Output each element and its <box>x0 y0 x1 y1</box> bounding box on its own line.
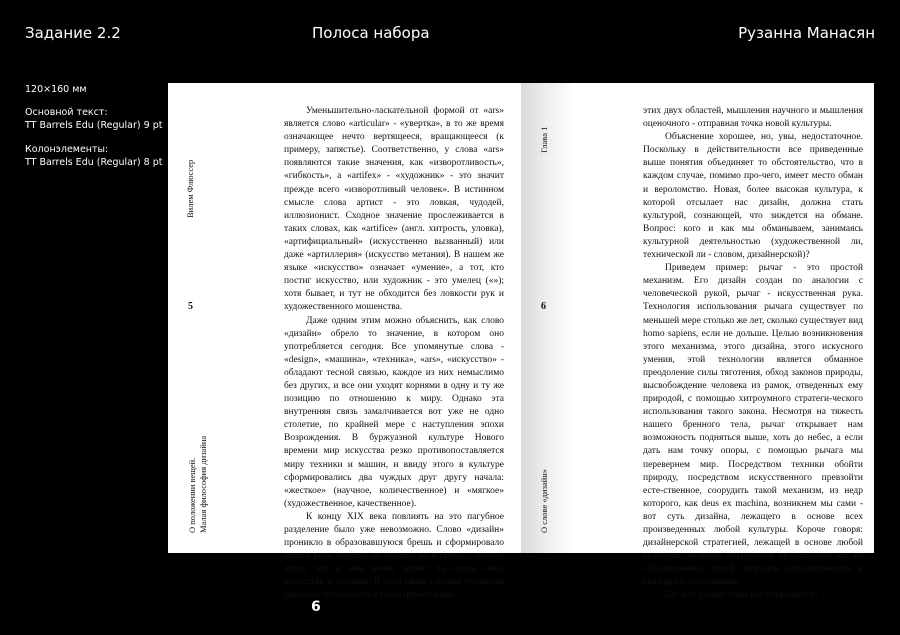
paragraph: Даже одним этим можно объяснить, как слово «дизайн» обрело то значение, в котором оно употребляется сегодня. Все упомянутые слова - «design», «машина», «техника», «ars», «искусство» - обладают тесной связью, каждое из них немыслимо без других, и все они уходят корнями в одну и ту же позицию по отношению к миру. Однако эта внутренняя связь замалчивается вот уже не одно столетие, по крайней мере с наступления эпохи Возрождения. В буржуазной культуре Нового времени мир искусства резко противопоставляется миру техники и машин, и ввиду этого в культуре сформировались два чуждых друг другу начала: «жесткое» (научное, количественное) и «мягкое» (художественное, качественное). <box>284 315 504 509</box>
book-title-line-2: Малая философия дизайна <box>198 435 208 533</box>
right-page <box>521 83 874 601</box>
body-text-label: Основной текст: <box>25 107 108 118</box>
book-spread <box>168 83 874 601</box>
page-number-right: 6 <box>541 301 546 312</box>
closing-line: До чего удачно этим все объясняется! <box>665 590 818 601</box>
slide-title: Полоса набора <box>312 24 430 42</box>
left-body-text <box>284 105 504 603</box>
body-text-font: TT Barrels Edu (Regular) 9 pt <box>25 120 163 131</box>
running-head-book-title <box>187 428 209 533</box>
paragraph: этих двух областей, мышления научного и мышления оценочного - отправная точка новой культуры. <box>643 106 863 130</box>
slide-number: 6 <box>311 599 321 615</box>
book-title-line-1: О положении вещей. <box>187 457 197 533</box>
column-elements-label: Колонэлементы: <box>25 144 109 155</box>
paragraph: Приведем пример: рычаг - это простой механизм. Его дизайн создан по аналогии с человеческой рукой, рычаг - искусственная рука. Технология использования рычага существует по меньшей мере столько же лет, сколько существует вид homo sapiens, если не дольше. Целью возникновения этого механизма, этого дизайна, этого искусного умения, этой технологии является обманное преодоление силы тяготения, обход законов природы, высвобождение человека из рамок, отведенных ему природой, с помощью хитроумного стратеги-ческого использования такого закона. Несмотря на тяжесть нашего бренного тела, рычаг открывает нам возможность подняться выше, хоть до небес, а если дать нам точку опоры, с помощью рычага мы перевернем мир. Посредством техники обойти природу, посредством искусственного превзойти есте-ственное, соорудить такой механизм, из недр которого, как deus ex machina, возникнем мы сами - вот суть дизайна, лежащего в основе всех произведенных любой культуры. Короче говоря: дизайнерской стратегией, лежащей в основе любой культуры, является хитроумное превращение нас из обусловленных своей природой млекопитающих в свободных художников. <box>643 263 863 588</box>
format-size: 120×160 мм <box>25 84 87 95</box>
running-head-chapter-title: О слове «дизайн» <box>539 469 549 533</box>
page-number-left: 5 <box>188 301 193 312</box>
right-body-text <box>643 105 863 603</box>
running-head-chapter: Глава 1 <box>539 126 549 153</box>
running-head-author: Вилем Флюссер <box>185 159 195 218</box>
assignment-title: Задание 2.2 <box>25 24 121 42</box>
paragraph: К концу XIX века повлиять на это пагубное разделение было уже невозможно. Слово «дизайн» проникло в образовавшуюся брешь и сформировало своего рода переход от первого ко второму - потому лишь, что в нем вновь звучит та самая связь искусства и техники. В этой связи сегодня термином «дизайн» обозначается точка пересечения <box>284 511 504 601</box>
author-name: Рузанна Манасян <box>738 24 875 42</box>
paragraph: Объяснение хорошее, но, увы, недостаточное. Поскольку в действительности все приведенные выше понятия объединяет то обстоятельство, что в каждом случае, помимо про-чего, имеет место обман и вероломство. Новая, более высокая культура, к которой отсылает нас дизайн, должна стать культурой, сознающей, что зиждется на обмане. Вопрос: кого и как мы обманываем, занимаясь культурной деятельностью (художественной ли, технической ли - словом, дизайнерской)? <box>643 132 863 261</box>
left-page <box>168 83 521 601</box>
column-elements-font: TT Barrels Edu (Regular) 8 pt <box>25 157 163 168</box>
paragraph: Уменьшительно-ласкательной формой от «ars» является слово «articular» - «увертка», в то же время означающее нечто вертящееся, вращающееся (к примеру, запястье). Соответственно, у слова «ars» появляются такие значения, как «изворотливость», «гибкость», а «artifex» - «художник» - это значит прежде всего «изворотливый человек». В истинном смысле слова артист - это ловкая, чудодей, иллюзионист. Сходное значение прослеживается в таких словах, как «artifice» (англ. хитрость, уловка), «артифициальный» (искусственно вызванный) или даже «артиллерия» (искусство метания). В нашем же языке «искусство» означает «умение», а тот, кто постиг искусство, или художник - это умелец («»); хотя бывает, и тут не обходится без ловкости рук и художественного мошенства. <box>284 106 504 313</box>
